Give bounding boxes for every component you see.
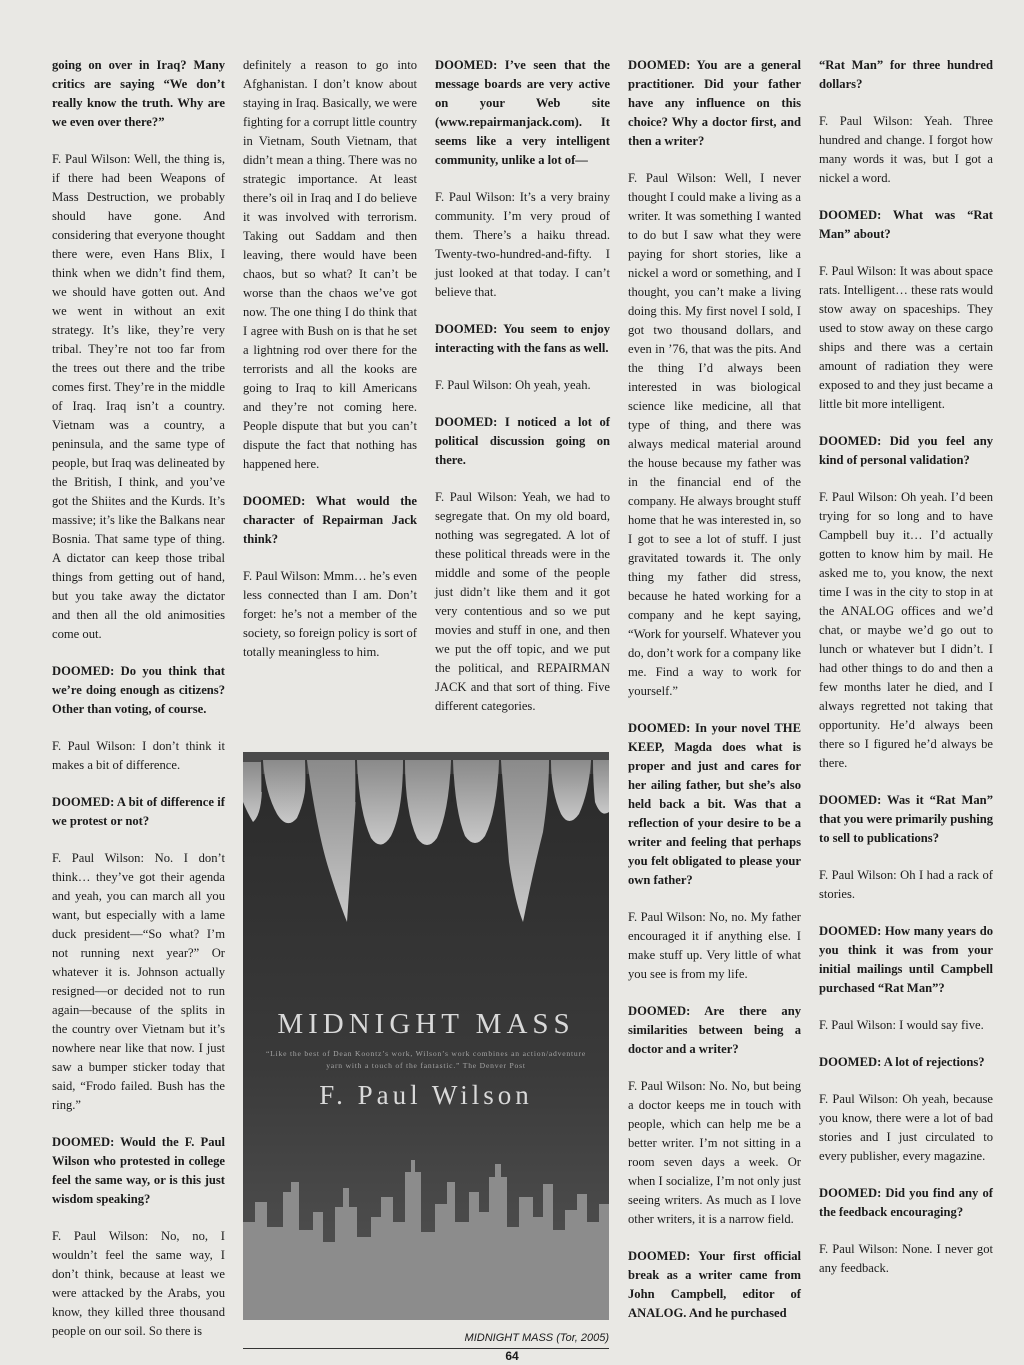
interview-question: DOOMED: How many years do you think it was from your initial mailings until Campbell purchased “Rat Man”? <box>819 924 993 995</box>
interview-answer: F. Paul Wilson: Oh I had a rack of stories. <box>819 868 993 901</box>
book-cover-image <box>243 752 609 1320</box>
interview-question: DOOMED: Are there any similarities between being a doctor and a writer? <box>628 1004 801 1056</box>
interview-answer: F. Paul Wilson: Well, the thing is, if there had been Weapons of Mass Destruction, we probably should have gone. And considering that everyone thought there were, even Hans Blix, I think when we didn’t find them, we should have gotten out. And we went in without an exit strategy. It’s like, they’re very tribal. They’re not too far from the trees out there and the tribe comes first. They’re in the middle of Iraq. Iraq isn’t a country. Vietnam was a country, a peninsula, and the same type of people, but Iraq was delineated by the British, I think, and you’ve got the Shiites and the Kurds. It’s massive; it’s like the Balkans near Bosnia. That same type of thing. A dictator can keep those tribal things from getting out of hand, but you take away the dictator and then all the old animosities come out. <box>52 152 225 641</box>
interview-question: DOOMED: Would the F. Paul Wilson who protested in college feel the same way, or is this just wisdom speaking? <box>52 1135 225 1206</box>
interview-question: DOOMED: Did you find any of the feedback encouraging? <box>819 1186 993 1219</box>
interview-question: “Rat Man” for three hundred dollars? <box>819 58 993 91</box>
interview-question: DOOMED: You are a general practitioner. Did your father have any influence on this choice? Why a doctor first, and then a writer? <box>628 58 801 148</box>
interview-answer: F. Paul Wilson: It was about space rats. Intelligent… these rats would stow away on spaceships. They used to stow away on these cargo ships and there was a certain amount of radiation they were exposed to and they just became a little bit more intelligent. <box>819 264 993 411</box>
text-column-2 <box>243 56 417 680</box>
interview-answer: definitely a reason to go into Afghanistan. I don’t know about staying in Iraq. Basically, we were fighting for a corrupt little country in Vietnam, South Vietnam, that didn’t mean a thing. There was no strategic importance. At least there’s oil in Iraq and I do believe it was involved with terrorism. Taking out Saddam and then leaving, there would have been chaos, but so what? It can’t be worse than the chaos we’ve got now. The one thing I do think that I agree with Bush on is that he set a lightning rod over there for the terrorists and all the kooks are going to Iraq to kill Americans and they’re not coming here. People dispute that but you can’t dispute the fact that nothing has happened here. <box>243 58 417 471</box>
interview-question: DOOMED: I noticed a lot of political discussion going on there. <box>435 415 610 467</box>
cover-blurb: “Like the best of Dean Koontz’s work, Wilson’s work combines an action/adventure yarn with a touch of the fantastic.” The Denver Post <box>266 1049 586 1070</box>
interview-question: DOOMED: I’ve seen that the message boards are very active on your Web site (www.repairmanjack.com). It seems like a very intelligent community, unlike a lot of— <box>435 58 610 167</box>
interview-answer: F. Paul Wilson: Mmm… he’s even less connected than I am. Don’t forget: he’s not a member of the society, so foreign policy is sort of totally meaningless to him. <box>243 569 417 659</box>
interview-question: DOOMED: A lot of rejections? <box>819 1055 985 1069</box>
interview-answer: F. Paul Wilson: Oh yeah. I’d been trying for so long and to have Campbell buy it… I’d actually gotten to know him by mail. He asked me to, you know, the next time I was in the city to stop in at the ANALOG offices and we’d chat, or maybe we’d go out to lunch or whatever but I didn’t. I had other things to do and then a few months later he died, and I always regretted not taking that opportunity. He’d always been there so I figured he’d always be there. <box>819 490 993 770</box>
interview-answer: F. Paul Wilson: I don’t think it makes a bit of difference. <box>52 739 225 772</box>
interview-answer: F. Paul Wilson: None. I never got any feedback. <box>819 1242 993 1275</box>
cover-author: F. Paul Wilson <box>319 1080 533 1110</box>
interview-answer: F. Paul Wilson: I would say five. <box>819 1018 984 1032</box>
interview-answer: F. Paul Wilson: It’s a very brainy community. I’m very proud of them. There’s a haiku thread. Twenty-two-hundred-and-fifty. I just looked at that today. I can’t believe that. <box>435 190 610 299</box>
interview-answer: F. Paul Wilson: No, no, I wouldn’t feel the same way, I don’t think, because at least we were attacked by the Arabs, you know, they killed three thousand people on our soil. So there is <box>52 1229 225 1338</box>
text-column-1 <box>52 56 225 1359</box>
interview-question: going on over in Iraq? Many critics are saying “We don’t really know the truth. Why are we even over there?” <box>52 58 225 129</box>
interview-question: DOOMED: Was it “Rat Man” that you were primarily pushing to sell to publications? <box>819 793 993 845</box>
text-column-4 <box>628 56 801 1341</box>
interview-answer: F. Paul Wilson: Yeah, we had to segregate that. On my old board, nothing was segregated. A lot of these political threads were in the middle and some of the people just didn’t like them and it got very contentious and so we put movies and stuff in one, and then we put the off topic, and we put the political, and REPAIRMAN JACK and that sort of thing. Five different categories. <box>435 490 610 713</box>
interview-question: DOOMED: What was “Rat Man” about? <box>819 208 993 241</box>
interview-answer: F. Paul Wilson: Oh yeah, yeah. <box>435 378 591 392</box>
interview-answer: F. Paul Wilson: No. No, but being a doctor keeps me in touch with people, which can help me be a better writer. I’m not sitting in a room seven days a week. Or when I socialize, I’m not only just seeing writers. As much as I love other writers, it is a narrow field. <box>628 1079 801 1226</box>
interview-answer: F. Paul Wilson: No, no. My father encouraged it if anything else. I make stuff up. Very little of what you see is from my life. <box>628 910 801 981</box>
cover-title: MIDNIGHT MASS <box>277 1008 575 1040</box>
image-caption: MIDNIGHT MASS (Tor, 2005) <box>464 1332 609 1344</box>
interview-question: DOOMED: A bit of difference if we protest or not? <box>52 795 225 828</box>
page-number: 64 <box>505 1349 519 1363</box>
interview-question: DOOMED: What would the character of Repairman Jack think? <box>243 494 417 546</box>
text-column-5 <box>819 56 993 1296</box>
interview-question: DOOMED: Do you think that we’re doing enough as citizens? Other than voting, of course. <box>52 664 225 716</box>
interview-question: DOOMED: In your novel THE KEEP, Magda does what is proper and just and cares for her ailing father, but she’s also held back a bit. Was that a reflection of your desire to be a writer and feeling that perhaps you felt obligated to please your own father? <box>628 721 801 887</box>
interview-question: DOOMED: You seem to enjoy interacting with the fans as well. <box>435 322 610 355</box>
interview-question: DOOMED: Your first official break as a writer came from John Campbell, editor of ANALOG. And he purchased <box>628 1249 801 1320</box>
interview-answer: F. Paul Wilson: No. I don’t think… they’ve got their agenda and yeah, you can march all you want, but especially with a lame duck president—“So what? I’m not running next year?” Or whatever it is. Johnson actually resigned—or decided not to run again—because of the splits in the country over Vietnam but it’s nowhere near like that now. I just saw a bumper sticker today that said, “Frodo failed. Bush has the ring.” <box>52 851 225 1112</box>
interview-answer: F. Paul Wilson: Well, I never thought I could make a living as a writer. It was something I wanted to do but I saw what they were paying for short stories, like a nickel a word or something, and I thought, you can’t make a living doing this. My first novel I sold, I got two thousand dollars, and even in ’76, that was the pits. And the thing I’d always been interested in was biological science like medicine, all that type of thing, and there was always medical material around the house because my father was in the financial end of the company. He always brought stuff home that he was interested in, so I got to see a lot of stuff. I just gravitated towards it. The only thing my father did stress, because he hated working for a company and he kept saying, “Work for yourself. Whatever you do, don’t work for a company like me. Find a way to work for yourself.” <box>628 171 801 698</box>
text-column-3 <box>435 56 610 734</box>
interview-answer: F. Paul Wilson: Yeah. Three hundred and change. I forgot how many words it was, but I got a nickel a word. <box>819 114 993 185</box>
interview-question: DOOMED: Did you feel any kind of personal validation? <box>819 434 993 467</box>
interview-answer: F. Paul Wilson: Oh yeah, because you know, there were a lot of bad stories and I just circulated to every publisher, every magazine. <box>819 1092 993 1163</box>
